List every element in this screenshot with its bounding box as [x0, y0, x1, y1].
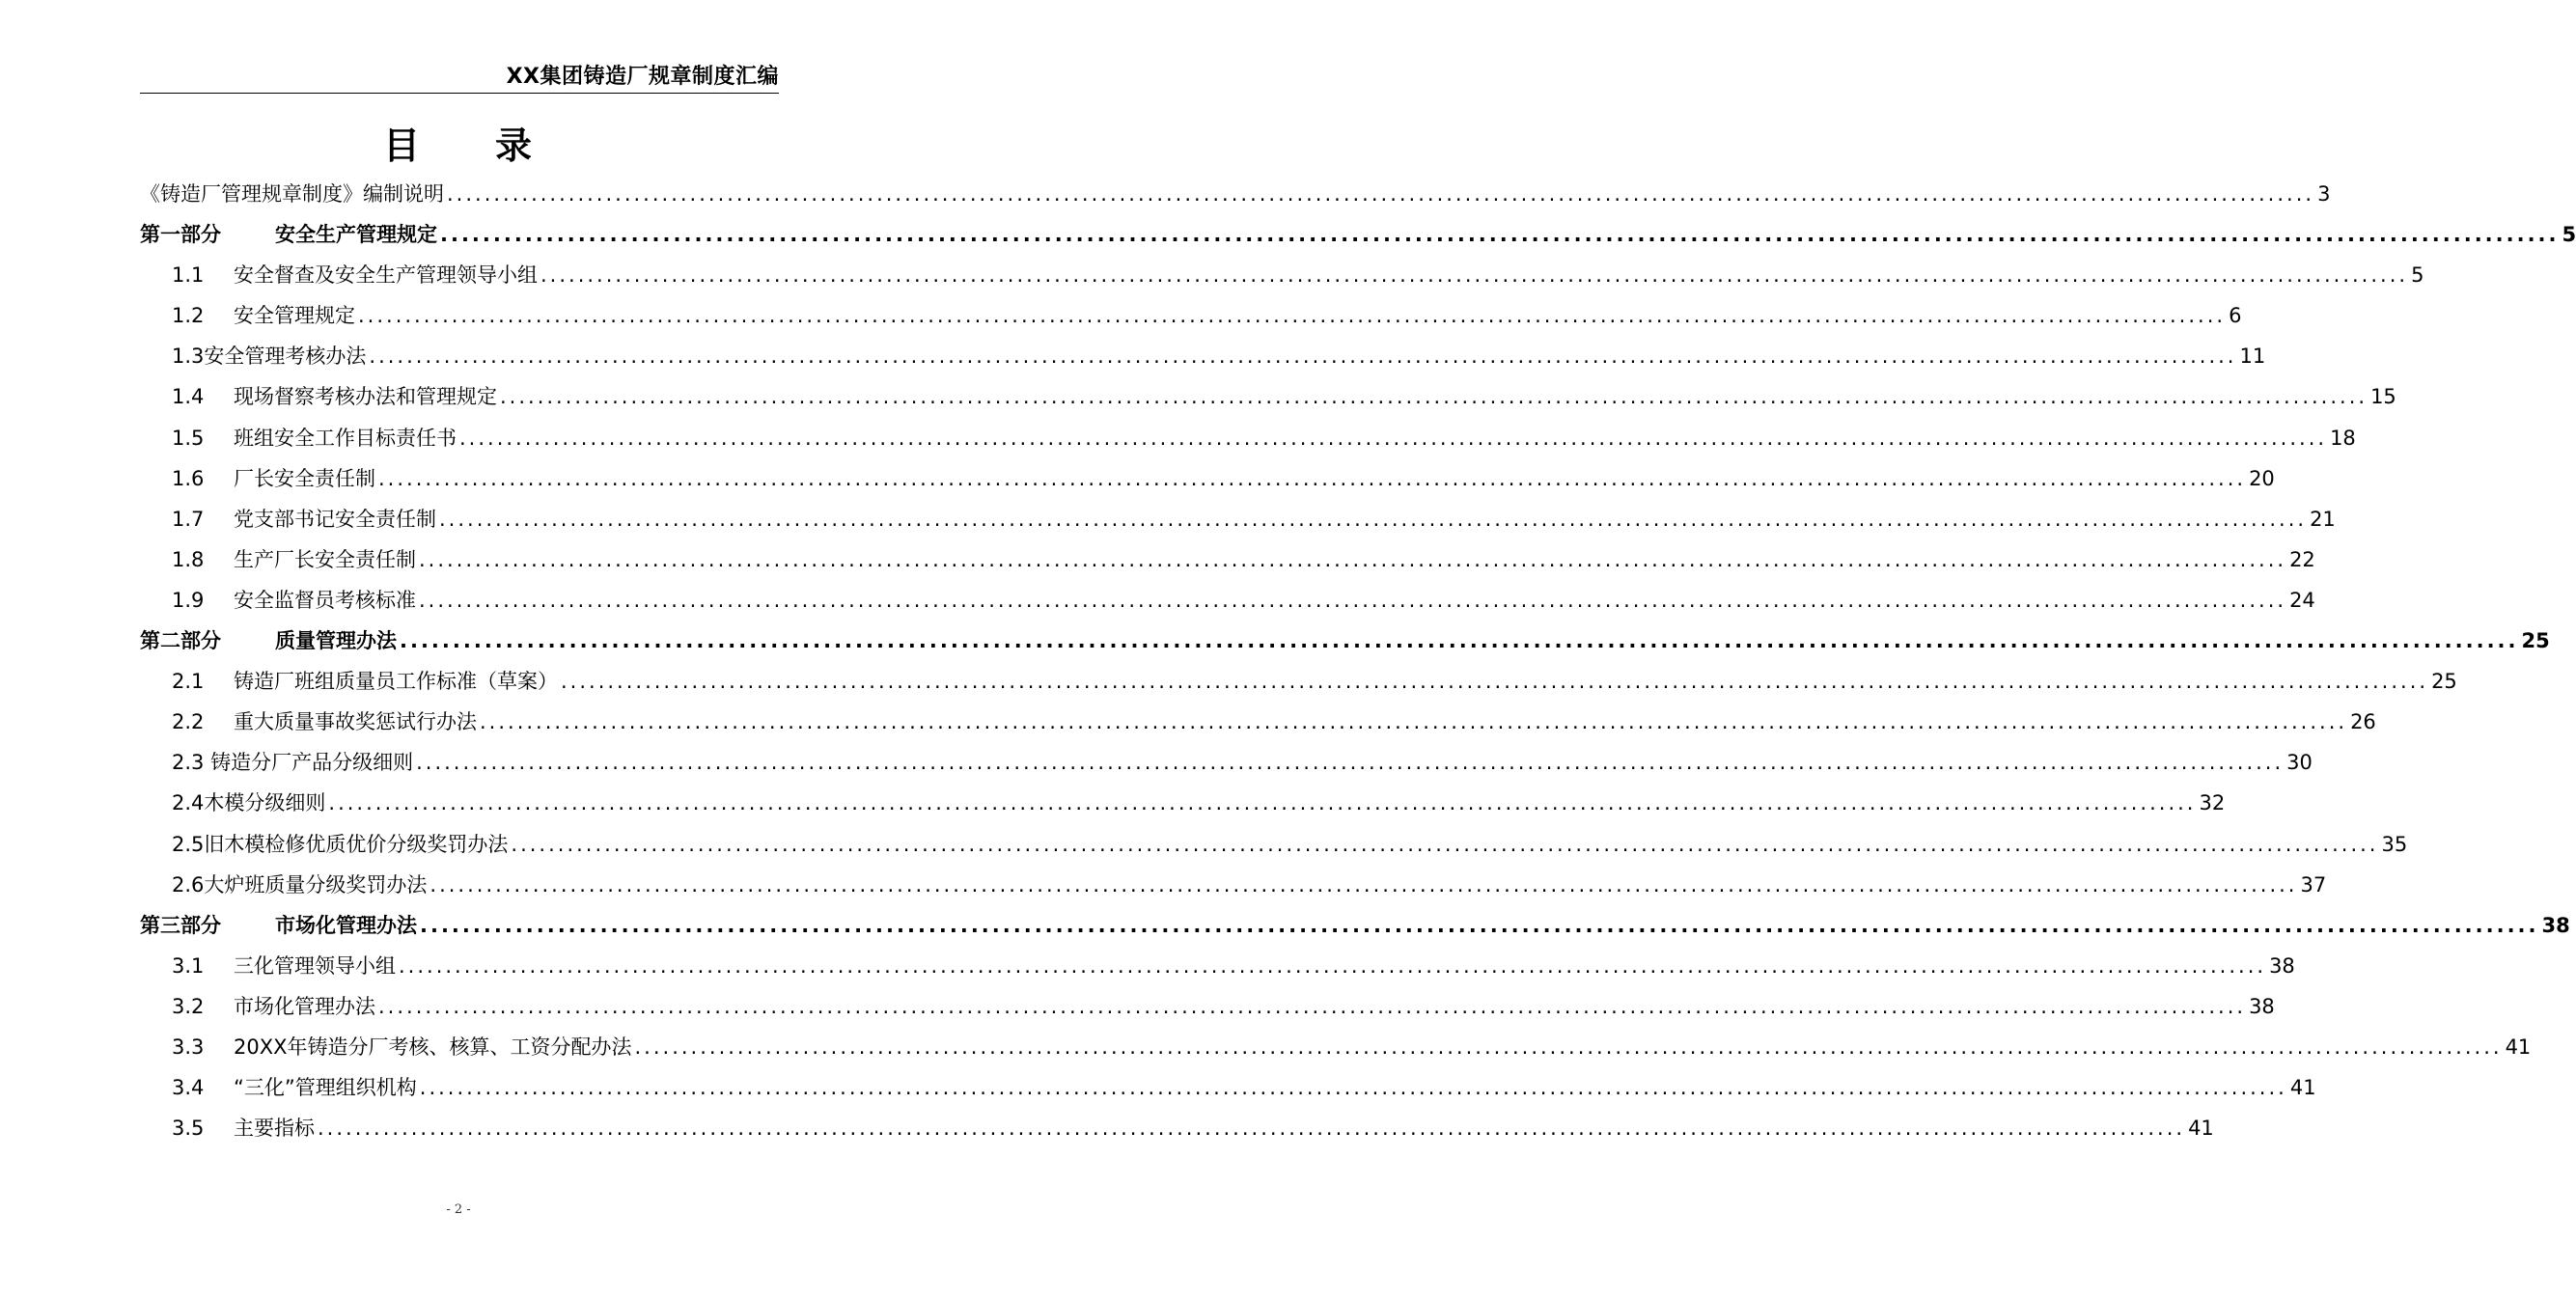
- toc-entry[interactable]: [140, 865, 2327, 905]
- toc-entry-number: 1.8: [172, 547, 205, 571]
- toc-entry-page: 25: [2521, 629, 2550, 653]
- toc-entry-number: 第二部分: [140, 629, 221, 653]
- title-char-2: 录: [495, 124, 535, 167]
- toc-entry[interactable]: [140, 295, 2242, 336]
- toc-entry-text: 班组安全工作目标责任书: [234, 426, 457, 450]
- toc-leader-dots: ........................................................................................................................................................................................................: [419, 588, 2287, 612]
- toc-entry-label: [172, 295, 355, 336]
- toc-entry[interactable]: [140, 661, 2457, 702]
- toc-entry-label: [172, 499, 436, 539]
- toc-entry[interactable]: [140, 580, 2315, 621]
- toc-leader-dots: ........................................................................................................................................................................................................: [447, 182, 2315, 206]
- toc-entry-label: [172, 661, 558, 702]
- toc-leader-dots: ........................................................................................................................................................................................................: [318, 1117, 2186, 1141]
- toc-leader-dots: ........................................................................................................................................................................................................: [500, 385, 2368, 409]
- toc-leader-dots: ........................................................................................................................................................................................................: [420, 913, 2539, 937]
- toc-entry-page: 38: [2541, 913, 2570, 937]
- toc-entry-text: 生产厂长安全责任制: [234, 547, 416, 571]
- toc-leader-dots: ........................................................................................................................................................................................................: [328, 791, 2197, 815]
- toc-entry[interactable]: [140, 458, 2275, 499]
- toc-entry-label: [140, 174, 444, 214]
- toc-entry[interactable]: [140, 174, 2331, 214]
- toc-entry-page: 38: [2249, 994, 2275, 1018]
- header-title: XX集团铸造厂规章制度汇编: [506, 65, 779, 89]
- toc-entry-text: 现场督察考核办法和管理规定: [234, 385, 497, 409]
- toc-leader-dots: ........................................................................................................................................................................................................: [419, 1076, 2287, 1100]
- toc-entry-page: 35: [2381, 832, 2408, 856]
- toc-entry-page: 3: [2317, 182, 2331, 206]
- toc-entry-text: 市场化管理办法: [234, 994, 375, 1018]
- toc-entry[interactable]: [140, 946, 2295, 986]
- toc-entry-page: 30: [2286, 751, 2313, 775]
- toc-entry-number: 1.4: [172, 385, 205, 409]
- toc-entry-text: 大炉班质量分级奖罚办法: [204, 872, 428, 897]
- toc-leader-dots: ........................................................................................................................................................................................................: [540, 263, 2409, 288]
- toc-entry-number: 第一部分: [140, 223, 221, 247]
- toc-entry-number: 1.2: [172, 304, 205, 328]
- toc-entry-page: 32: [2199, 791, 2226, 815]
- toc-entry-label: [172, 1027, 632, 1067]
- toc-entry-label: [172, 824, 508, 865]
- toc-entry-number: 第三部分: [140, 913, 221, 937]
- toc-entry[interactable]: [140, 539, 2315, 580]
- toc-entry-number: 1.9: [172, 588, 205, 612]
- toc-leader-dots: ........................................................................................................................................................................................................: [358, 304, 2227, 328]
- toc-leader-dots: ........................................................................................................................................................................................................: [369, 345, 2237, 369]
- toc-entry-page: 18: [2330, 426, 2356, 450]
- toc-entry-number: 3.4: [172, 1076, 205, 1100]
- toc-entry-page: 11: [2239, 345, 2266, 369]
- toc-entry-label: [140, 621, 397, 661]
- toc-entry[interactable]: [140, 986, 2275, 1027]
- toc-entry-page: 38: [2269, 953, 2295, 978]
- toc-entry-text: 20XX年铸造分厂考核、核算、工资分配办法: [234, 1035, 632, 1059]
- toc-entry-number: 2.6: [172, 872, 205, 897]
- toc-entry-text: 安全管理规定: [234, 304, 355, 328]
- toc-entry-label: [172, 986, 375, 1027]
- toc-entry[interactable]: [140, 1027, 2532, 1067]
- toc-leader-dots: ........................................................................................................................................................................................................: [440, 223, 2560, 247]
- toc-entry-number: 2.2: [172, 710, 205, 734]
- toc-entry-number: 2.1: [172, 670, 205, 694]
- toc-entry-label: [172, 255, 538, 295]
- toc-entry-label: [140, 905, 417, 946]
- toc-entry-text: 铸造分厂产品分级细则: [204, 751, 414, 775]
- toc-entry-number: 3.2: [172, 994, 205, 1018]
- toc-entry-number: 1.5: [172, 426, 205, 450]
- toc-entry[interactable]: [140, 418, 2356, 458]
- toc-entry-page: 41: [2289, 1076, 2316, 1100]
- toc-entry-number: 2.3: [172, 751, 205, 775]
- toc-leader-dots: ........................................................................................................................................................................................................: [400, 629, 2519, 653]
- toc-leader-dots: ........................................................................................................................................................................................................: [399, 953, 2267, 978]
- toc-entry-label: [172, 742, 413, 783]
- toc-leader-dots: ........................................................................................................................................................................................................: [419, 547, 2287, 571]
- toc-entry[interactable]: [140, 255, 2424, 295]
- toc-leader-dots: ........................................................................................................................................................................................................: [429, 872, 2298, 897]
- toc-entry-text: 安全督查及安全生产管理领导小组: [234, 263, 538, 288]
- toc-entry-text: 安全生产管理规定: [275, 223, 437, 247]
- toc-entry-number: 1.7: [172, 507, 205, 531]
- toc-part-entry[interactable]: [140, 214, 2576, 255]
- toc-entry-text: 质量管理办法: [275, 629, 397, 653]
- toc-entry-label: [172, 458, 375, 499]
- toc-entry-text: “三化”管理组织机构: [234, 1076, 417, 1100]
- toc-entry-text: 重大质量事故奖惩试行办法: [234, 710, 477, 734]
- toc-entry-page: 5: [2411, 263, 2424, 288]
- toc-leader-dots: ........................................................................................................................................................................................................: [378, 994, 2247, 1018]
- toc-entry-number: 1.1: [172, 263, 205, 288]
- toc-entry-label: [172, 418, 457, 458]
- toc-entry-page: 41: [2188, 1117, 2214, 1141]
- toc-leader-dots: ........................................................................................................................................................................................................: [439, 507, 2308, 531]
- toc-entry-label: [172, 539, 416, 580]
- running-header: [140, 64, 779, 94]
- toc-entry-number: 3.3: [172, 1035, 205, 1059]
- toc-entry-label: [172, 1067, 417, 1108]
- toc-entry-page: 41: [2505, 1035, 2532, 1059]
- toc-entry-text: 安全管理考核办法: [204, 345, 367, 369]
- toc-entry-text: 铸造厂班组质量员工作标准（草案）: [234, 670, 558, 694]
- toc-entry-number: 2.4: [172, 791, 205, 815]
- toc-entry[interactable]: [140, 1108, 2214, 1148]
- toc-entry-number: 1.3: [172, 345, 205, 369]
- toc-entry-label: [172, 702, 477, 742]
- toc-leader-dots: ........................................................................................................................................................................................................: [511, 832, 2379, 856]
- toc-entry[interactable]: [140, 742, 2313, 783]
- toc-entry-page: 20: [2249, 466, 2275, 490]
- toc-entry-label: [140, 214, 437, 255]
- toc-entry-page: 37: [2300, 872, 2327, 897]
- toc-entry-label: [172, 865, 427, 905]
- toc-entry-text: 厂长安全责任制: [234, 466, 375, 490]
- toc-entry-page: 25: [2431, 670, 2457, 694]
- toc-entry-label: [172, 580, 416, 621]
- toc-part-entry[interactable]: [140, 905, 2570, 946]
- page-number: - 2 -: [446, 1202, 471, 1217]
- toc-entry-text: 市场化管理办法: [275, 913, 417, 937]
- toc-entry-text: 《铸造厂管理规章制度》编制说明: [140, 182, 444, 206]
- toc-entry-text: 主要指标: [234, 1117, 315, 1141]
- toc-entry-label: [172, 1108, 315, 1148]
- toc-entry-number: 3.1: [172, 953, 205, 978]
- toc-leader-dots: ........................................................................................................................................................................................................: [416, 751, 2285, 775]
- toc-entry-page: 15: [2370, 385, 2396, 409]
- toc-part-entry[interactable]: [140, 621, 2550, 661]
- toc-entry[interactable]: [140, 376, 2396, 417]
- toc-entry-text: 木模分级细则: [204, 791, 326, 815]
- toc-leader-dots: ........................................................................................................................................................................................................: [561, 670, 2429, 694]
- toc-entry-label: [172, 376, 497, 417]
- toc-entry-text: 党支部书记安全责任制: [234, 507, 436, 531]
- toc-entry-page: 22: [2289, 547, 2315, 571]
- toc-entry[interactable]: [140, 499, 2336, 539]
- toc-entry-label: [172, 783, 325, 823]
- toc-entry[interactable]: [140, 1067, 2316, 1108]
- toc-entry[interactable]: [140, 336, 2266, 376]
- toc-entry-page: 5: [2562, 223, 2576, 247]
- toc-entry-page: 21: [2310, 507, 2336, 531]
- toc-entry-label: [172, 946, 396, 986]
- toc-entry-page: 26: [2350, 710, 2376, 734]
- toc-leader-dots: ........................................................................................................................................................................................................: [378, 466, 2247, 490]
- toc-entry-page: 24: [2289, 588, 2315, 612]
- toc-entry[interactable]: [140, 824, 2408, 865]
- toc-entry[interactable]: [140, 783, 2226, 823]
- toc-entry-text: 旧木模检修优质优价分级奖罚办法: [204, 832, 509, 856]
- toc-leader-dots: ........................................................................................................................................................................................................: [634, 1035, 2503, 1059]
- page-title: [0, 116, 917, 169]
- toc-entry-text: 三化管理领导小组: [234, 953, 396, 978]
- title-char-1: 目: [382, 124, 422, 167]
- toc-leader-dots: ........................................................................................................................................................................................................: [459, 426, 2328, 450]
- toc-entry-number: 3.5: [172, 1117, 205, 1141]
- toc-leader-dots: ........................................................................................................................................................................................................: [480, 710, 2348, 734]
- toc-entry-label: [172, 336, 366, 376]
- toc-entry-text: 安全监督员考核标准: [234, 588, 416, 612]
- toc-entry[interactable]: [140, 702, 2376, 742]
- table-of-contents: [140, 174, 2576, 1148]
- toc-entry-number: 1.6: [172, 466, 205, 490]
- toc-entry-number: 2.5: [172, 832, 205, 856]
- toc-entry-page: 6: [2229, 304, 2242, 328]
